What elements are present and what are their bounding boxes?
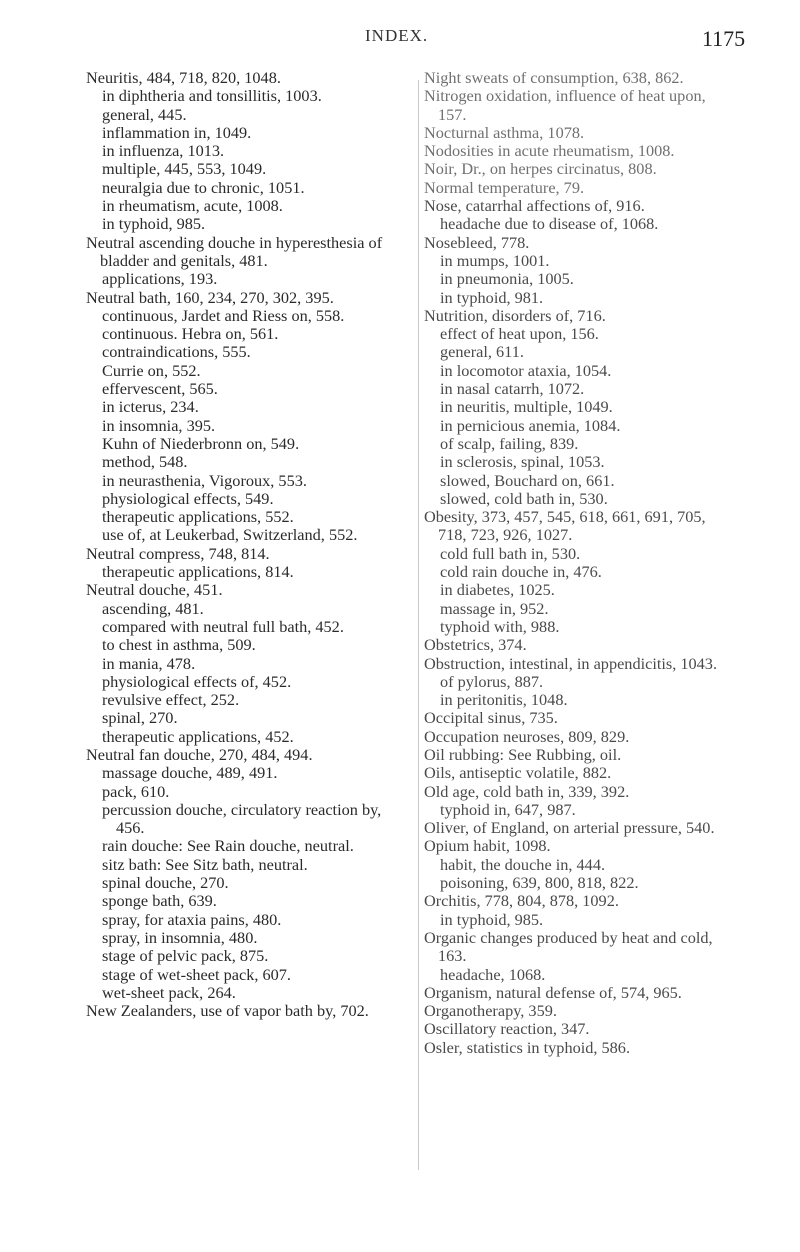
index-subentry: multiple, 445, 553, 1049. [102,159,267,179]
index-subentry: in diabetes, 1025. [440,580,555,600]
index-subentry: continuous, Jardet and Riess on, 558. [102,305,345,325]
index-subentry: effervescent, 565. [102,379,218,399]
index-subentry: typhoid with, 988. [440,616,560,636]
index-entry: Nitrogen oxidation, influence of heat upon, 157. [424,86,706,124]
index-entry: Occipital sinus, 735. [424,708,558,728]
index-subentry: massage douche, 489, 491. [102,763,278,783]
index-entry: Osler, statistics in typhoid, 586. [424,1037,631,1057]
index-entry: Night sweats of consumption, 638, 862. [424,68,684,87]
index-subentry: use of, at Leukerbad, Switzerland, 552. [102,525,358,545]
index-entry: Noir, Dr., on herpes circinatus, 808. [424,159,657,179]
index-subentry: in neuritis, multiple, 1049. [440,397,613,417]
index-entry: Organotherapy, 359. [424,1001,557,1021]
index-subentry: in pernicious anemia, 1084. [440,415,621,435]
page-number: 1175 [702,26,746,51]
index-subentry: in locomotor ataxia, 1054. [440,360,612,380]
index-subentry: stage of pelvic pack, 875. [102,946,269,966]
index-subentry: effect of heat upon, 156. [440,324,599,344]
index-entry: Oscillatory reaction, 347. [424,1019,590,1039]
index-entry: Orchitis, 778, 804, 878, 1092. [424,891,619,911]
index-subentry: revulsive effect, 252. [102,690,240,710]
index-entry: Neutral ascending douche in hyperesthesia of bladder and genitals, 481. [86,232,383,270]
index-subentry: to chest in asthma, 509. [102,635,256,655]
index-entry: Nose, catarrhal affections of, 916. [424,196,645,216]
index-subentry: in icterus, 234. [102,397,199,417]
index-subentry: massage in, 952. [440,598,549,618]
index-subentry: inflammation in, 1049. [102,122,252,142]
index-subentry: in pneumonia, 1005. [440,269,574,289]
index-entry: Neutral fan douche, 270, 484, 494. [86,744,313,764]
index-subentry: in sclerosis, spinal, 1053. [440,452,605,472]
index-subentry: stage of wet-sheet pack, 607. [102,964,291,984]
index-subentry: percussion douche, circulatory reaction by, 456. [102,799,382,838]
index-subentry: in peritonitis, 1048. [440,690,568,710]
index-subentry: in mania, 478. [102,653,196,673]
index-subentry: in typhoid, 985. [440,909,544,929]
index-subentry: habit, the douche in, 444. [440,854,606,874]
index-subentry: in influenza, 1013. [102,141,225,161]
column-divider [418,80,419,1170]
index-subentry: therapeutic applications, 452. [102,726,294,746]
index-entry: Old age, cold bath in, 339, 392. [424,781,630,801]
index-subentry: cold rain douche in, 476. [440,562,602,582]
index-subentry: of pylorus, 887. [440,671,544,691]
index-entry: Neutral bath, 160, 234, 270, 302, 395. [86,287,334,307]
index-subentry: rain douche: See Rain douche, neutral. [102,836,354,856]
index-entry: Organic changes produced by heat and cold, 163. [424,927,713,966]
index-subentry: physiological effects, 549. [102,488,274,508]
index-subentry: continuous. Hebra on, 561. [102,324,279,344]
index-subentry: slowed, cold bath in, 530. [440,488,608,508]
index-subentry: spray, for ataxia pains, 480. [102,909,282,929]
index-subentry: in insomnia, 395. [102,415,216,435]
index-subentry: poisoning, 639, 800, 818, 822. [440,873,639,893]
index-entry: Nutrition, disorders of, 716. [424,305,606,325]
index-entry: Opium habit, 1098. [424,836,551,856]
index-subentry: of scalp, failing, 839. [440,433,579,453]
index-subentry: sponge bath, 639. [102,891,217,911]
index-entry: Normal temperature, 79. [424,177,585,197]
index-subentry: in rheumatism, acute, 1008. [102,196,283,216]
index-subentry: spray, in insomnia, 480. [102,927,258,947]
page-header [0,18,800,58]
index-subentry: neuralgia due to chronic, 1051. [102,177,305,197]
index-subentry: headache, 1068. [440,964,546,984]
index-entry: Oliver, of England, on arterial pressure, 540. [424,818,715,838]
index-subentry: wet-sheet pack, 264. [102,982,236,1002]
index-subentry: in mumps, 1001. [440,250,550,270]
index-entry: Oil rubbing: See Rubbing, oil. [424,744,622,764]
index-subentry: in typhoid, 981. [440,287,544,307]
index-subentry: Kuhn of Niederbronn on, 549. [102,433,300,453]
index-entry: Nosebleed, 778. [424,232,530,252]
index-entry: Occupation neuroses, 809, 829. [424,726,630,746]
index-subentry: typhoid in, 647, 987. [440,799,576,819]
index-subentry: method, 548. [102,452,188,472]
index-entry: Oils, antiseptic volatile, 882. [424,763,612,783]
index-subentry: physiological effects of, 452. [102,671,292,691]
index-column-right [424,69,726,1057]
index-subentry: compared with neutral full bath, 452. [102,616,344,636]
index-subentry: general, 445. [102,104,187,124]
index-column-left [86,69,410,1020]
index-entry: Neutral compress, 748, 814. [86,543,270,563]
index-entry: Obesity, 373, 457, 545, 618, 661, 691, 705, 718, 723, 926, 1027. [424,507,706,545]
index-entry: Organism, natural defense of, 574, 965. [424,982,682,1002]
index-subentry: general, 611. [440,342,524,362]
index-entry: Obstetrics, 374. [424,635,527,655]
index-subentry: Currie on, 552. [102,360,201,380]
index-subentry: therapeutic applications, 814. [102,562,294,582]
index-subentry: in nasal catarrh, 1072. [440,379,585,399]
index-subentry: pack, 610. [102,781,170,801]
index-subentry: therapeutic applications, 552. [102,507,294,527]
index-subentry: slowed, Bouchard on, 661. [440,470,615,490]
index-subentry: headache due to disease of, 1068. [440,214,659,234]
index-subentry: in neurasthenia, Vigoroux, 553. [102,470,307,490]
index-subentry: sitz bath: See Sitz bath, neutral. [102,854,308,874]
index-entry: New Zealanders, use of vapor bath by, 702. [86,1001,369,1021]
index-subentry: spinal douche, 270. [102,873,229,893]
index-entry: Nocturnal asthma, 1078. [424,122,585,142]
index-subentry: spinal, 270. [102,708,178,728]
index-entry: Neuritis, 484, 718, 820, 1048. [86,68,281,87]
index-entry: Neutral douche, 451. [86,580,223,600]
index-subentry: applications, 193. [102,269,218,289]
index-subentry: in diphtheria and tonsillitis, 1003. [102,86,322,106]
index-entry: Obstruction, intestinal, in appendicitis, 1043. [424,653,718,673]
running-head: INDEX. [365,26,429,45]
index-entry: Nodosities in acute rheumatism, 1008. [424,141,675,161]
index-subentry: ascending, 481. [102,598,204,618]
index-subentry: contraindications, 555. [102,342,251,362]
index-subentry: in typhoid, 985. [102,214,206,234]
index-subentry: cold full bath in, 530. [440,543,581,563]
